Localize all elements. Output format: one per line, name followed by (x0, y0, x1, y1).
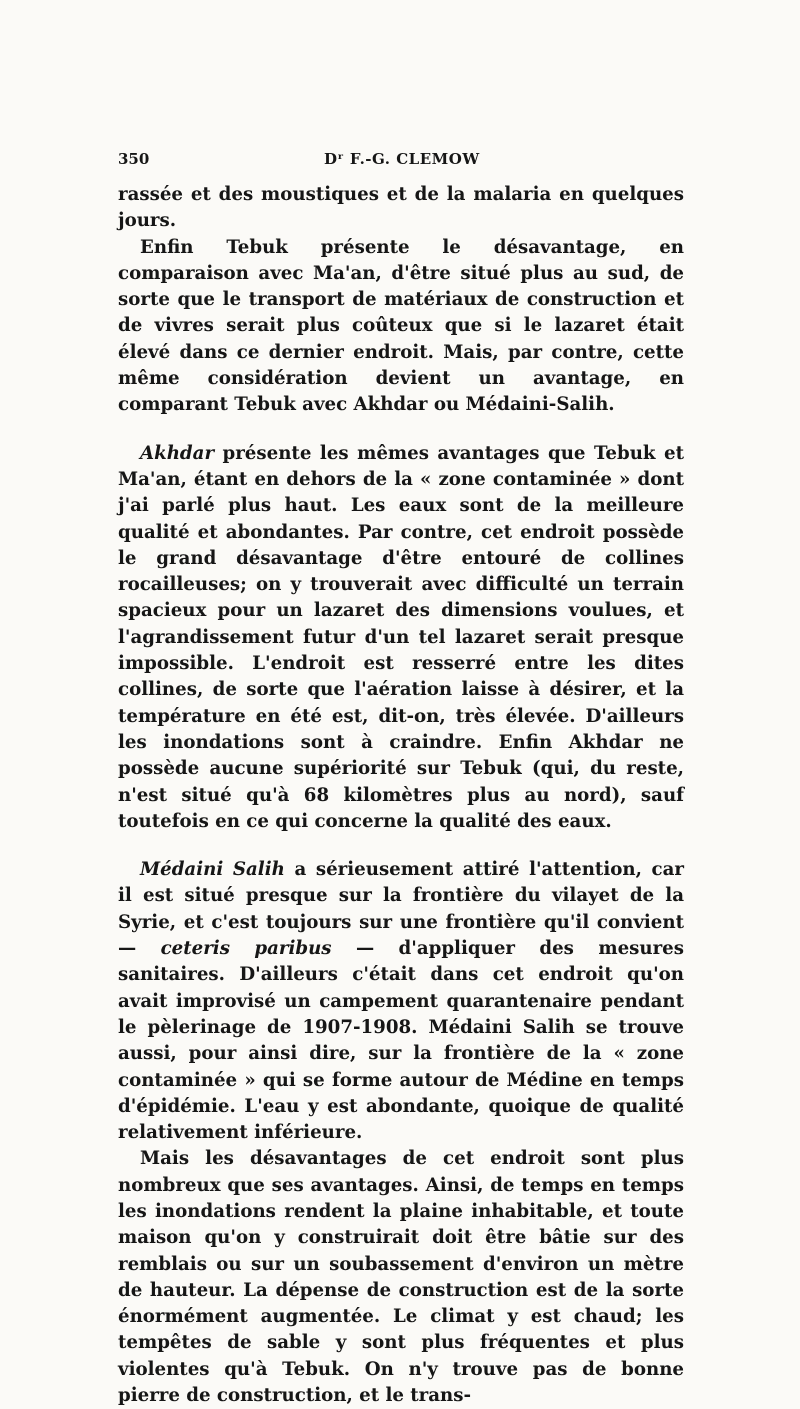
page-number: 350 (118, 150, 150, 168)
paragraph-tebuk: Enfin Tebuk présente le désavantage, en comparaison avec Ma'an, d'être situé plus au sud, de sorte que le transport de matériaux de construction et de vivres serait plus coûteux que si le lazaret était élevé dans ce dernier endroit. Mais, par contre, cette même considération devient un avantage, en comparant Tebuk avec Akhdar ou Médaini-Salih. (118, 236, 684, 416)
paragraph-medaini-text-a: a sérieusement attiré l'attention, car il est situé presque sur la frontière du vilayet de la Syrie, et c'est toujours sur une frontière qu'il convient — (118, 859, 684, 960)
running-head: Dʳ F.-G. CLEMOW (324, 150, 480, 168)
paragraph-medaini-salih (118, 857, 684, 1146)
latin-phrase: ceteris paribus (160, 938, 332, 960)
page-header (118, 150, 684, 174)
place-name-akhdar: Akhdar (140, 442, 215, 464)
place-name-medaini-salih: Médaini Salih (140, 859, 285, 881)
paragraph-akhdar (118, 441, 684, 835)
paragraph-disadvantages: Mais les désavantages de cet endroit sont plus nombreux que ses avantages. Ainsi, de temps en temps les inondations rendent la plaine inhabitable, et toute maison qu'on y construirait doit être bâtie sur des remblais ou sur un soubassement d'environ un mètre de hauteur. La dépense de construction est de la sorte énormément augmentée. Le climat y est chaud; les tempêtes de sable y sont plus fréquentes et plus violentes qu'à Tebuk. On n'y trouve pas de bonne pierre de construction, et le trans- (118, 1148, 684, 1407)
paragraph-medaini-text-b: — d'appliquer des mesures sanitaires. D'ailleurs c'était dans cet endroit qu'on avait improvisé un campement quarantenaire pendant le pèlerinage de 1907-1908. Médaini Salih se trouve aussi, pour ainsi dire, sur la frontière de la « zone contaminée » qui se forme autour de Médine en temps d'épidémie. L'eau y est abondante, quoique de qualité relativement inférieure. (118, 938, 684, 1144)
paragraph-continuation: rassée et des moustiques et de la malaria en quelques jours. (118, 184, 684, 232)
page-body (118, 182, 684, 1409)
paragraph-akhdar-text: présente les mêmes avantages que Tebuk et Ma'an, étant en dehors de la « zone contaminée » dont j'ai parlé plus haut. Les eaux sont de la meilleure qualité et abondantes. Par contre, cet endroit possède le grand désavantage d'être entouré de collines rocailleuses; on y trouverait avec difficulté un terrain spacieux pour un lazaret des dimensions voulues, et l'agrandissement futur d'un tel lazaret serait presque impossible. L'endroit est resserré entre les dites collines, de sorte que l'aération laisse à désirer, et la température en été est, dit-on, très élevée. D'ailleurs les inondations sont à craindre. Enfin Akhdar ne possède aucune supériorité sur Tebuk (qui, du reste, n'est situé qu'à 68 kilomètres plus au nord), sauf toutefois en ce qui concerne la qualité des eaux. (118, 442, 684, 832)
